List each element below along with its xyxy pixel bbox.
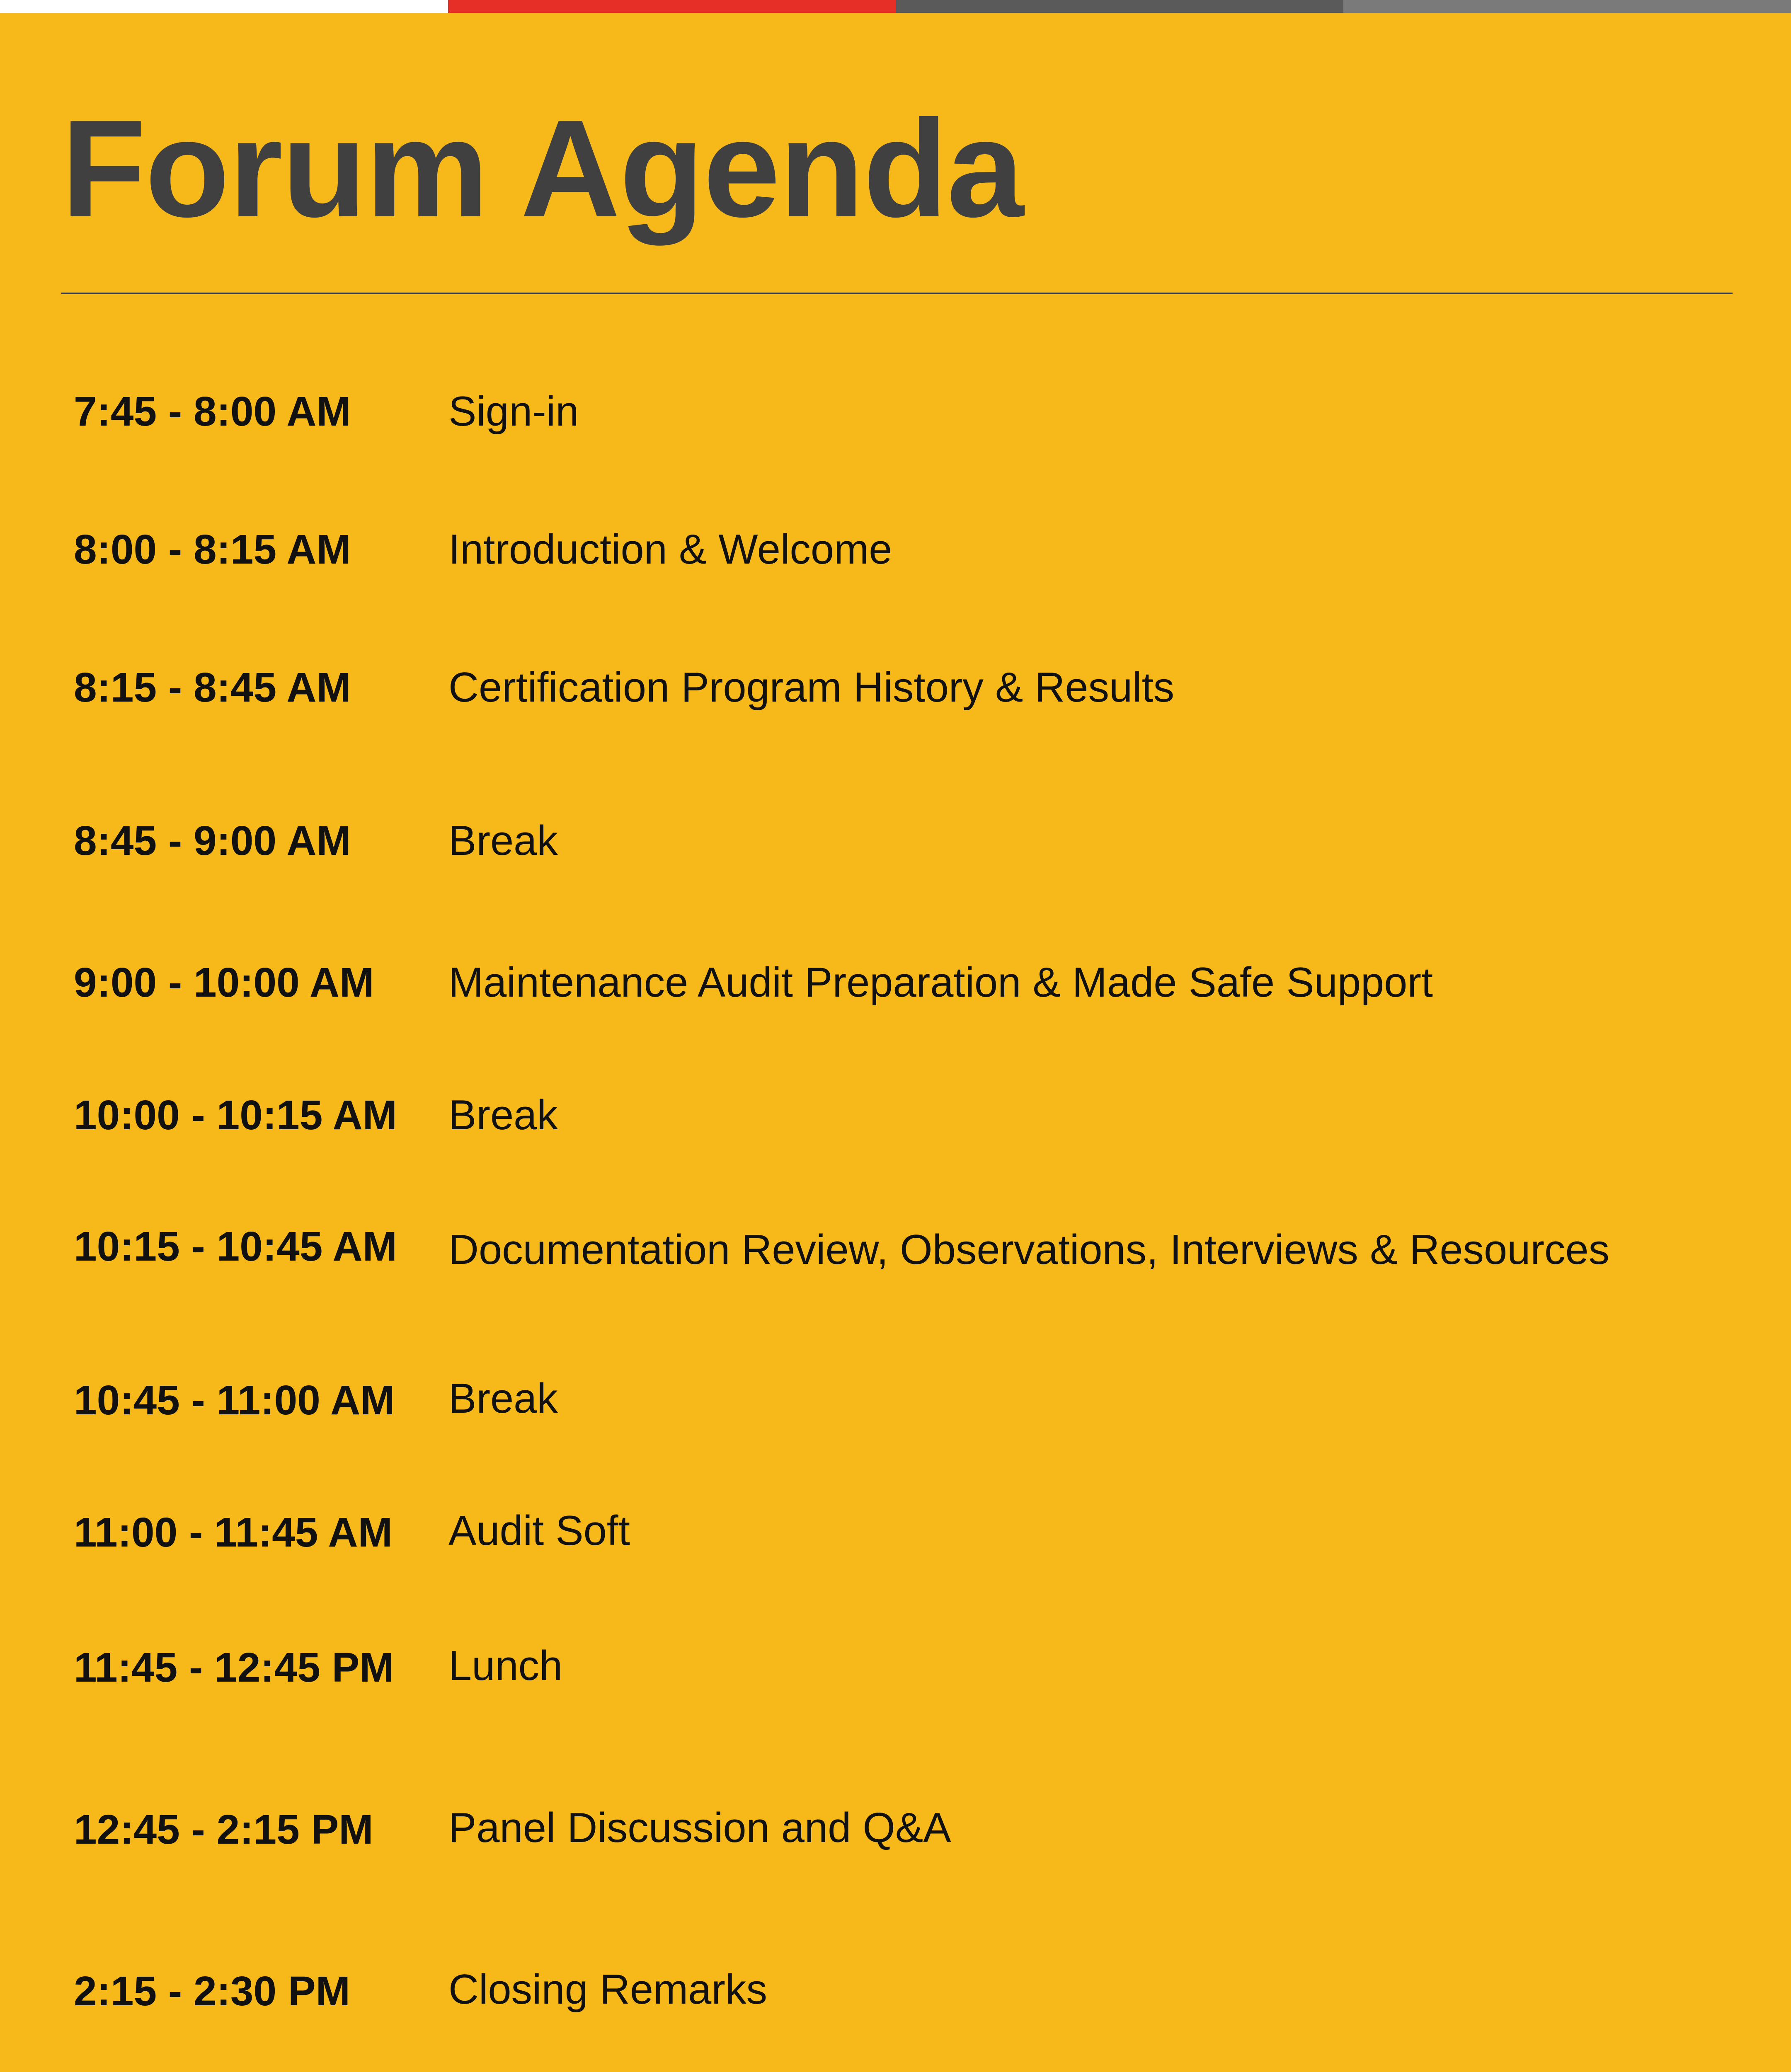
agenda-row [0,1805,1791,1854]
page-title: Forum Agenda [61,91,1023,246]
agenda-session: Closing Remarks [448,1966,767,2013]
agenda-time: 7:45 - 8:00 AM [74,388,351,435]
agenda-session: Certification Program History & Results [448,664,1175,711]
agenda-row [0,1375,1791,1425]
agenda-session: Maintenance Audit Preparation & Made Safe Support [448,959,1433,1006]
agenda-time: 11:45 - 12:45 PM [74,1644,394,1691]
agenda-session: Break [448,818,558,864]
agenda-row [0,1643,1791,1692]
agenda-session: Lunch [448,1643,563,1689]
agenda-session: Break [448,1092,558,1138]
agenda-session: Sign-in [448,388,579,435]
agenda-row [0,663,1791,712]
agenda-time: 9:00 - 10:00 AM [74,959,374,1006]
agenda-session: Audit Soft [448,1508,630,1554]
agenda-session: Break [448,1375,558,1422]
agenda-row [0,387,1791,436]
agenda-session: Introduction & Welcome [448,526,892,573]
agenda-session: Documentation Review, Observations, Interviews & Resources [448,1227,1610,1273]
agenda-row [0,1090,1791,1140]
agenda-time: 12:45 - 2:15 PM [74,1806,373,1853]
agenda-row [0,1966,1791,2016]
agenda-time: 11:00 - 11:45 AM [74,1509,393,1556]
agenda-row [0,525,1791,574]
agenda-time: 8:15 - 8:45 AM [74,664,351,711]
agenda-row [0,1508,1791,1557]
agenda-row [0,816,1791,866]
agenda-time: 10:00 - 10:15 AM [74,1092,397,1138]
agenda-session: Panel Discussion and Q&A [448,1805,951,1851]
agenda-row [0,1222,1791,1271]
agenda-time: 10:15 - 10:45 AM [74,1223,397,1270]
agenda-time: 8:45 - 9:00 AM [74,818,351,864]
agenda-time: 8:00 - 8:15 AM [74,526,351,573]
agenda-time: 2:15 - 2:30 PM [74,1968,350,2014]
agenda-row [0,958,1791,1007]
agenda-time: 10:45 - 11:00 AM [74,1377,395,1423]
